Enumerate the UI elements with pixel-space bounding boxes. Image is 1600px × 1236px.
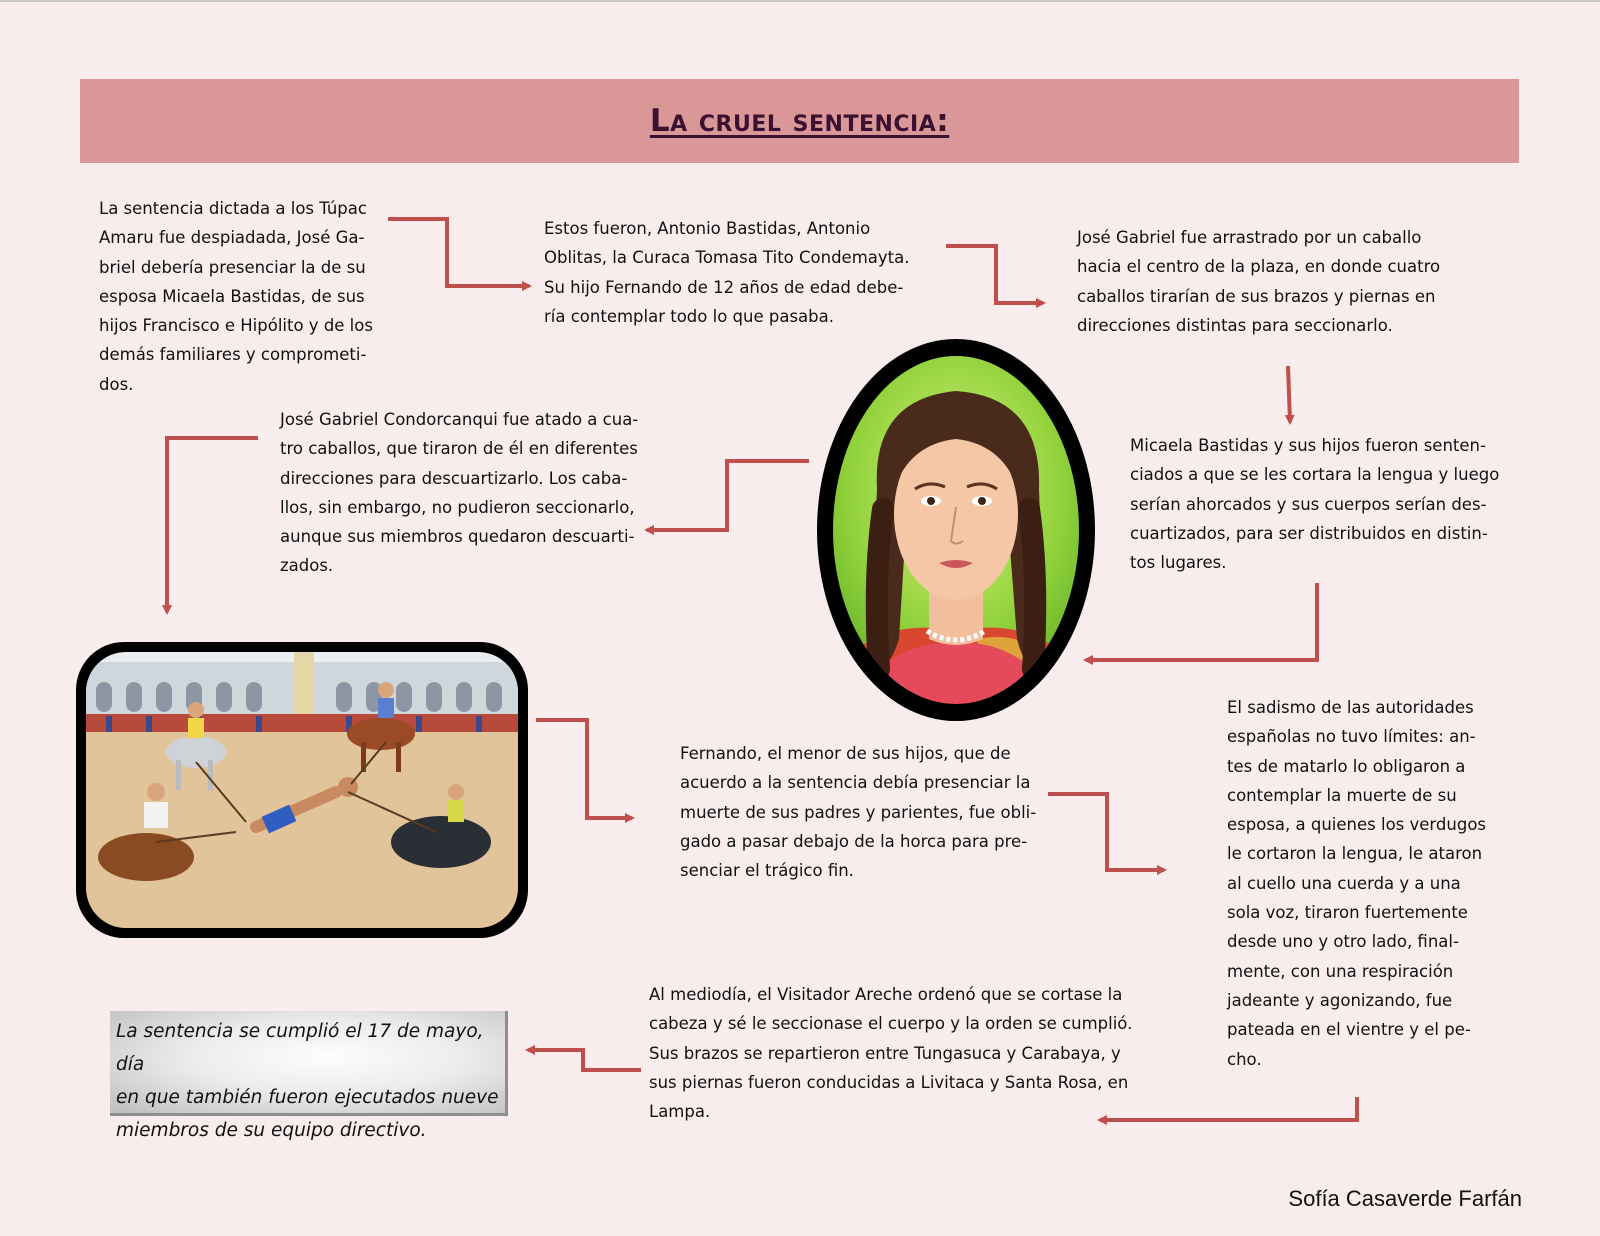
arrow-p4-to-scene bbox=[167, 438, 258, 612]
paragraph-sentence-intro: La sentencia dictada a los Túpac Amaru fue despiadada, José Ga- briel debería presenciar la de su esposa Micaela Bastidas, de sus hijos Francisco e Hipólito y de los demás familiares y comprometi- dos. bbox=[99, 199, 373, 394]
arrow-portrait-to-p4 bbox=[647, 461, 809, 530]
conclusion-text: La sentencia se cumplió el 17 de mayo, día en que también fueron ejecutados nueve miembros de su equipo directivo. bbox=[116, 1021, 499, 1141]
paragraph-sadism: El sadismo de las autoridades españolas no tuvo límites: an- tes de matarlo lo obligaron a contemplar la muerte de su esposa, a quienes los verdugos le cortaron la lengua, le ataron al cuello una cuerda y a una sola voz, tiraron fuertemente desde uno y otro lado, final- mente, con una respiración jadeante y agonizando, fue pateada en el vientre y el pe- cho. bbox=[1227, 698, 1487, 1069]
arrow-p6-to-p8 bbox=[1100, 1097, 1357, 1120]
paragraph-areche-order: Al mediodía, el Visitador Areche ordenó que se cortase la cabeza y sé le seccionase el cuerpo y la orden se cumplió. Sus brazos se repartieron entre Tungasuca y Carabaya, y sus piernas fueron conducidas a Livitaca y Santa Rosa, en Lampa. bbox=[649, 985, 1133, 1122]
arrow-p5-to-portrait bbox=[1086, 583, 1317, 660]
paragraph-fernando: Fernando, el menor de sus hijos, que de acuerdo a la sentencia debía presenciar la muerte de sus padres y parientes, fue obli- gado a pasar debajo de la horca para pre- senciar el trágico fin. bbox=[680, 744, 1037, 881]
arrow-p7-to-p6 bbox=[1048, 794, 1164, 870]
paragraph-dragged-to-plaza: José Gabriel fue arrastrado por un caballo hacia el centro de la plaza, en donde cuatro caballos tirarían de sus brazos y piernas en direcciones distintas para seccionarlo. bbox=[1077, 228, 1441, 335]
arrow-p2-to-p3 bbox=[946, 246, 1043, 303]
arrow-p8-to-conclusion bbox=[528, 1050, 641, 1070]
paragraph-micaela-sentence: Micaela Bastidas y sus hijos fueron senten- ciados a que se les cortara la lengua y luego serían ahorcados y sus cuerpos serían des- cuartizados, para ser distribuidos en distin- tos lugares. bbox=[1130, 436, 1500, 573]
page-title: La cruel sentencia: bbox=[649, 103, 950, 139]
paragraph-condemned-list: Estos fueron, Antonio Bastidas, Antonio Oblitas, la Curaca Tomasa Tito Condemayta. Su hijo Fernando de 12 años de edad debe- ría contemplar todo lo que pasaba. bbox=[544, 219, 910, 326]
arrow-scene-to-p7 bbox=[536, 720, 632, 818]
arrow-p1-to-p2 bbox=[388, 219, 529, 286]
author-signature: Sofía Casaverde Farfán bbox=[1288, 1186, 1522, 1211]
paragraph-four-horses: José Gabriel Condorcanqui fue atado a cua- tro caballos, que tiraron de él en diferentes direcciones para descuartizarlo. Los caba- llos, sin embargo, no pudieron seccionarlo, aunque sus miembros quedaron descuarti- zados. bbox=[280, 410, 639, 576]
arrow-p3-to-p5 bbox=[1288, 366, 1290, 422]
